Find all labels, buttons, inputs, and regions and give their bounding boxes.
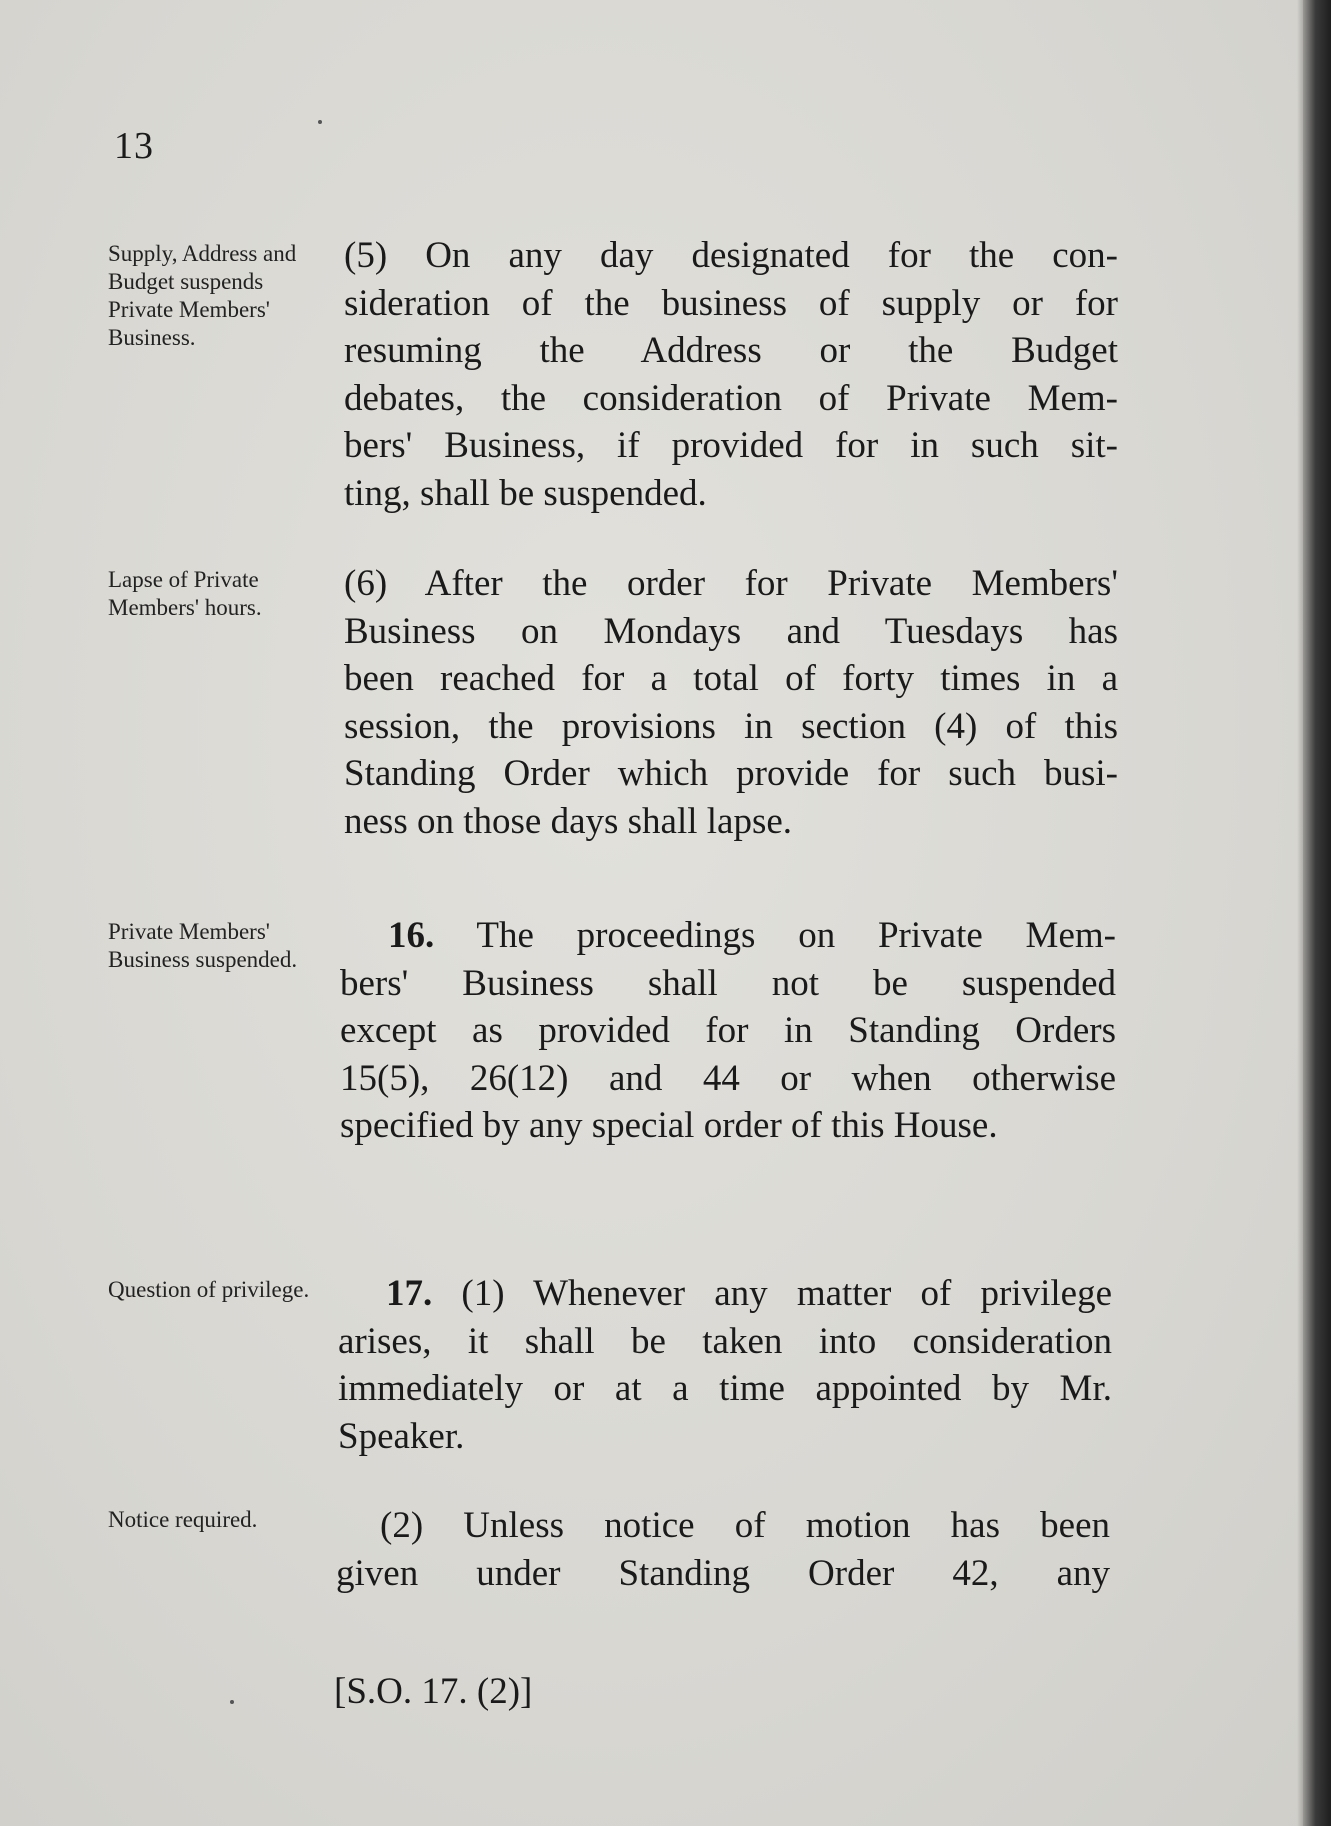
text-line: arises, it shall be taken into consideration — [338, 1320, 1112, 1362]
page-number: 13 — [114, 125, 154, 167]
text-line: bers' Business shall not be suspended — [340, 962, 1116, 1004]
text-line: resuming the Address or the Budget — [344, 330, 1118, 371]
text-line-content: (1) Whenever any matter of privilege — [461, 1273, 1112, 1314]
text-line — [340, 912, 1116, 960]
text-line: debates, the consideration of Private Mem- — [344, 377, 1118, 419]
text-line-content: The proceedings on Private Mem- — [476, 915, 1116, 956]
margin-note-notice-required: Notice required. — [108, 1507, 258, 1532]
text-line: 15(5), 26(12) and 44 or when otherwise — [340, 1057, 1116, 1099]
text-line: (2) Unless notice of motion has been — [380, 1505, 1110, 1546]
text-line: Standing Order which provide for such busi- — [344, 753, 1118, 794]
footer-reference: [S.O. 17. (2)] — [334, 1671, 533, 1712]
standing-order-17-1 — [338, 1270, 1112, 1460]
margin-note-private-members: Private Members' Business suspended. — [108, 919, 298, 972]
text-line: session, the provisions in section (4) of this — [344, 705, 1118, 747]
text-line: sideration of the business of supply or for — [344, 282, 1118, 324]
paragraph-15-5 — [344, 232, 1118, 517]
text-line — [338, 1270, 1112, 1318]
paragraph-15-6 — [344, 560, 1118, 845]
text-line: been reached for a total of forty times in a — [344, 658, 1118, 699]
text-line: (6) After the order for Private Members' — [344, 563, 1118, 604]
book-spine — [1303, 0, 1331, 1826]
text-line: Speaker. — [338, 1415, 465, 1457]
speck — [318, 120, 322, 124]
text-line: ting, shall be suspended. — [344, 472, 707, 514]
standing-order-16 — [340, 912, 1116, 1150]
margin-note-lapse: Lapse of Private Members' hours. — [108, 567, 262, 620]
section-number: 16. — [388, 915, 435, 956]
margin-note-supply: Supply, Address and Budget suspends Private Members' Business. — [108, 241, 297, 350]
text-line: Business on Mondays and Tuesdays has — [344, 610, 1118, 652]
text-line: bers' Business, if provided for in such sit- — [344, 425, 1118, 466]
text-line: given under Standing Order 42, any — [336, 1552, 1110, 1594]
speck — [230, 1700, 234, 1704]
text-line: except as provided for in Standing Orders — [340, 1010, 1116, 1051]
margin-note-question-of-privilege: Question of privilege. — [108, 1277, 310, 1302]
standing-order-17-2 — [336, 1502, 1110, 1597]
text-line: ness on those days shall lapse. — [344, 800, 793, 842]
text-line: immediately or at a time appointed by Mr. — [338, 1368, 1112, 1409]
section-number: 17. — [386, 1273, 433, 1314]
text-line: specified by any special order of this House. — [340, 1105, 998, 1146]
text-line: (5) On any day designated for the con- — [344, 235, 1118, 276]
